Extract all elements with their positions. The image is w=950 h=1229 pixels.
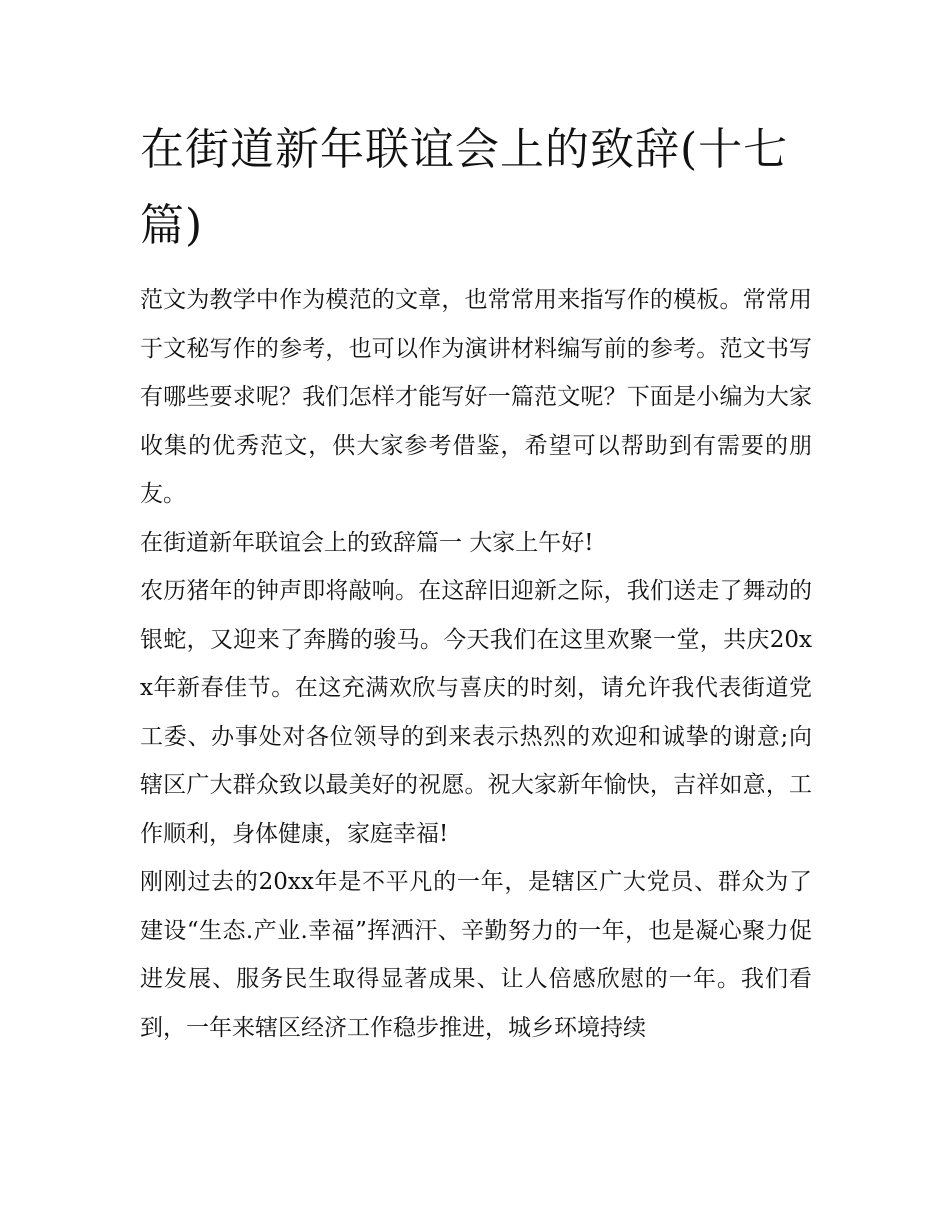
paragraph-intro: 范文为教学中作为模范的文章，也常常用来指写作的模板。常常用于文秘写作的参考，也可以作为演讲材料编写前的参考。范文书写有哪些要求呢？我们怎样才能写好一篇范文呢？下面是小编为大家收集的优秀范文，供大家参考借鉴，希望可以帮助到有需要的朋友。: [140, 287, 812, 507]
paragraph-greeting: 农历猪年的钟声即将敲响。在这辞旧迎新之际，我们送走了舞动的银蛇，又迎来了奔腾的骏马。今天我们在这里欢聚一堂，共庆20xx年新春佳节。在这充满欢欣与喜庆的时刻，请允许我代表街道党工委、办事处对各位领导的到来表示热烈的欢迎和诚挚的谢意;向辖区广大群众致以最美好的祝愿。祝大家新年愉快，吉祥如意，工作顺利，身体健康，家庭幸福!: [140, 578, 812, 847]
document-body: [140, 112, 812, 1052]
paragraph-section-heading: 在街道新年联谊会上的致辞篇一 大家上午好!: [140, 529, 594, 556]
paragraph-review: 刚刚过去的20xx年是不平凡的一年，是辖区广大党员、群众为了建设“生态.产业.幸福”挥洒汗、辛勤努力的一年，也是凝心聚力促进发展、服务民生取得显著成果、让人倍感欣慰的一年。我们看到，一年来辖区经济工作稳步推进，城乡环境持续: [140, 869, 812, 1041]
document-title: 在街道新年联谊会上的致辞(十七篇): [140, 124, 789, 251]
